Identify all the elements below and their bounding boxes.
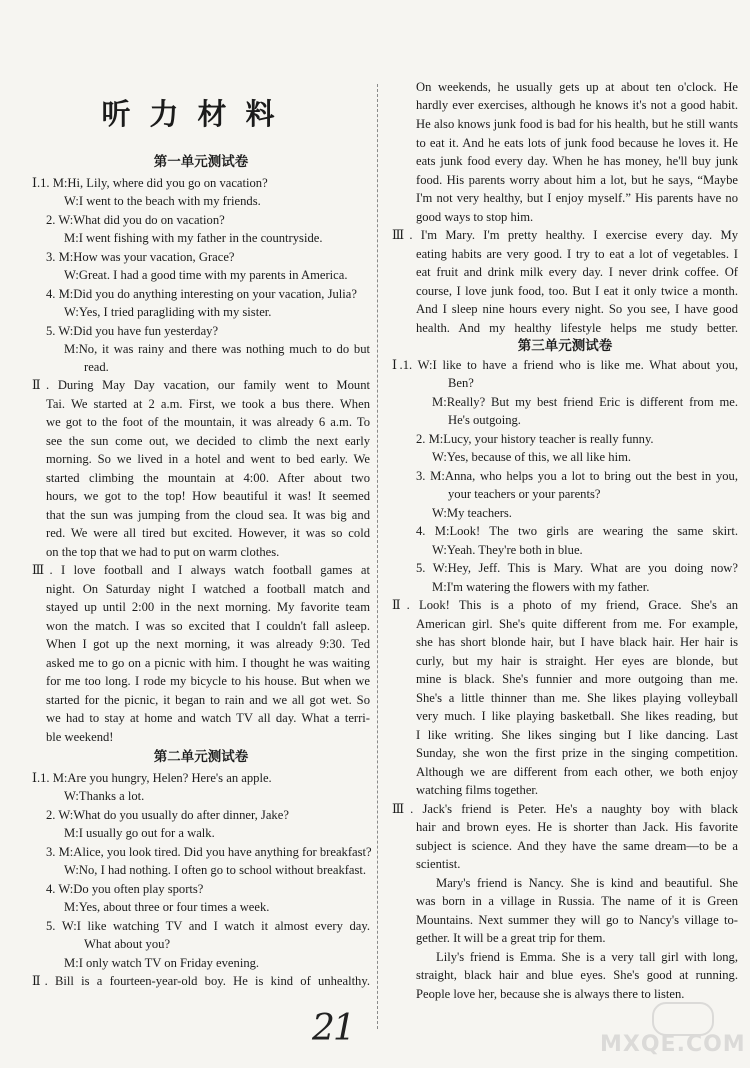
right-text-line: He's outgoing.: [448, 413, 521, 427]
right-text-line: I like writing. She likes singing but I like dancing. Last: [416, 728, 738, 742]
left-text-line: M:I usually go out for a walk.: [64, 826, 215, 840]
right-text-line: Mountains. Next summer they will go to Nancy's village to-: [416, 913, 738, 927]
left-text-line: 3. M:How was your vacation, Grace?: [46, 250, 235, 264]
right-text-line: 4. M:Look! The two girls are wearing the same skirt.: [416, 524, 738, 538]
left-text-line: for me too long. I rode my bicycle to his house. But when we: [46, 674, 370, 688]
right-text-line: She's a little thinner than me. She likes playing volleyball: [416, 691, 738, 705]
right-text-line: course, I love junk food, too. But I eat it only twice a month.: [416, 284, 738, 298]
left-text-line: we got to the foot of the mountain, it was already 6 a.m. To: [46, 415, 370, 429]
left-text-line: won the match. I was so excited that I couldn't fall asleep.: [46, 619, 370, 633]
right-text-line: mine is black. She's funnier and more outgoing than me.: [416, 672, 738, 686]
left-text-line: on the top that we had to put on warm clothes.: [46, 545, 280, 559]
left-text-line: read.: [84, 360, 109, 374]
right-text-line: she has short blonde hair, but I have black hair. Her hair is: [416, 635, 738, 649]
right-text-line: curly, but my hair is straight. Her eyes are blonde, but: [416, 654, 738, 668]
right-text-line: American girl. She's quite different from me. For example,: [416, 617, 738, 631]
left-text-line: we had to stay at home and watch TV all day. What a terri-: [46, 711, 370, 725]
section-heading-unit1: 第一单元测试卷: [153, 154, 249, 170]
left-text-line: W:Thanks a lot.: [64, 789, 145, 803]
right-text-line: hair and brown eyes. He is shorter than Jack. His favorite: [416, 820, 738, 834]
right-text-line: was born in a village in Russia. The name of it is Green: [416, 894, 738, 908]
left-text-line: W:Great. I had a good time with my parents in America.: [64, 268, 348, 282]
right-text-line: 5. W:Hey, Jeff. This is Mary. What are you doing now?: [416, 561, 738, 575]
right-text-line: And I sleep nine hours every night. So you see, I have good: [416, 302, 738, 316]
left-text-line: stayed up until 2:00 in the next morning. My favorite team: [46, 600, 370, 614]
right-text-line: Although we are different from each other, we both enjoy: [416, 765, 738, 779]
right-text-line: M:Really? But my best friend Eric is different from me.: [432, 395, 738, 409]
right-text-line: to eat it. And he eats lots of junk food because he loves it. He: [416, 136, 738, 150]
right-text-line: 3. M:Anna, who helps you a lot to bring out the best in you,: [416, 469, 738, 483]
handwritten-page-number: 21: [312, 1008, 354, 1049]
right-text-line: W:Yes, because of this, we all like him.: [432, 450, 632, 464]
left-text-line: hours, we got to the top! How beautiful it was! It seemed: [46, 489, 370, 503]
column-divider: [377, 84, 378, 1029]
right-text-line: watching films together.: [416, 783, 539, 797]
right-text-line: I'm not very healthy, but I enjoy myself.” His parents have no: [416, 191, 738, 205]
right-text-line: food. His parents worry about him a lot, but he says, “Maybe: [416, 173, 738, 187]
right-text-line: good ways to stop him.: [416, 210, 534, 224]
right-text-line: very much. I like playing basketball. She likes reading, but: [416, 709, 738, 723]
right-text-line: eats junk food every day. When he has money, he'll buy junk: [416, 154, 738, 168]
left-text-line: 2. W:What do you usually do after dinner, Jake?: [46, 808, 289, 822]
right-text-line: Sunday, she won the first prize in the singing competition.: [416, 746, 738, 760]
left-text-line: 3. M:Alice, you look tired. Did you have anything for breakfast?: [46, 845, 372, 859]
left-text-line: M:No, it was rainy and there was nothing much to do but: [64, 342, 370, 356]
left-text-line: morning. So we lived in a hotel and went to bed early. We: [46, 452, 370, 466]
right-text-line: W:My teachers.: [432, 506, 512, 520]
left-text-line: 4. M:Did you do anything interesting on your vacation, Julia?: [46, 287, 357, 301]
right-text-line: health. And my healthy lifestyle helps me study better.: [416, 321, 738, 335]
right-text-line: Ⅱ. Look! This is a photo of my friend, Grace. She's an: [392, 598, 738, 612]
left-text-line: started for the picnic, it began to rain and we all got wet. So: [46, 693, 370, 707]
right-text-line: subject is science. And they have the same dream—to be a: [416, 839, 738, 853]
section-heading-unit2: 第二单元测试卷: [153, 749, 249, 765]
left-text-line: M:I only watch TV on Friday evening.: [64, 956, 260, 970]
left-text-line: ble weekend!: [46, 730, 114, 744]
left-text-line: Ⅱ. Bill is a fourteen-year-old boy. He is kind of unhealthy.: [32, 974, 370, 988]
left-text-line: asked me to go on a picnic with him. I thought he was waiting: [46, 656, 370, 670]
left-text-line: 4. W:Do you often play sports?: [46, 882, 204, 896]
left-text-line: Ⅰ.1. M:Are you hungry, Helen? Here's an apple.: [32, 771, 272, 785]
right-text-line: eating habits are very good. I try to eat a lot of vegetables. I: [416, 247, 738, 261]
left-text-line: 5. W:Did you have fun yesterday?: [46, 324, 219, 338]
watermark-logo: [592, 1002, 746, 1060]
left-text-line: Ⅰ.1. M:Hi, Lily, where did you go on vacation?: [32, 176, 268, 190]
section-heading-unit3: 第三单元测试卷: [517, 338, 613, 354]
right-text-line: Ben?: [448, 376, 474, 390]
right-text-line: On weekends, he usually gets up at about ten o'clock. He: [416, 80, 738, 94]
left-text-line: 5. W:I like watching TV and I watch it almost every day.: [46, 919, 370, 933]
right-text-line: gether. It will be a great trip for them.: [416, 931, 606, 945]
left-text-line: W:Yes, I tried paragliding with my sister.: [64, 305, 272, 319]
watermark-text: MXQE.COM: [600, 1032, 746, 1057]
left-text-line: red. We were all tired but excited. However, it was so cold: [46, 526, 370, 540]
left-text-line: night. On Saturday night I watched a football match and: [46, 582, 370, 596]
right-text-line: People love her, because she is always there to listen.: [416, 987, 685, 1001]
right-text-line: 2. M:Lucy, your history teacher is really funny.: [416, 432, 654, 446]
left-text-line: M:Yes, about three or four times a week.: [64, 900, 270, 914]
watermark-icon: [652, 1002, 714, 1036]
right-text-line: Ⅰ.1. W:I like to have a friend who is like me. What about you,: [392, 358, 738, 372]
right-text-line: M:I'm watering the flowers with my father.: [432, 580, 650, 594]
right-text-line: scientist.: [416, 857, 461, 871]
right-text-line: Ⅲ. I'm Mary. I'm pretty healthy. I exercise every day. My: [392, 228, 738, 242]
page-title: 听力材料: [101, 97, 294, 131]
left-text-line: What about you?: [84, 937, 171, 951]
right-text-line: Mary's friend is Nancy. She is kind and beautiful. She: [436, 876, 738, 890]
right-text-line: your teachers or your parents?: [448, 487, 601, 501]
left-text-line: started climbing the mountain at 4:00. After about two: [46, 471, 370, 485]
right-text-line: W:Yeah. They're both in blue.: [432, 543, 583, 557]
right-text-line: Ⅲ. Jack's friend is Peter. He's a naughty boy with black: [392, 802, 738, 816]
left-text-line: that the sun was jumping from the cloud sea. It was big and: [46, 508, 370, 522]
left-text-line: Tai. We started at 2 a.m. First, we took a bus there. When: [46, 397, 370, 411]
left-text-line: W:No, I had nothing. I often go to school without breakfast.: [64, 863, 367, 877]
left-text-line: W:I went to the beach with my friends.: [64, 194, 261, 208]
right-text-line: Lily's friend is Emma. She is a very tall girl with long,: [436, 950, 738, 964]
right-text-line: straight, black hair and blue eyes. She's good at running.: [416, 968, 738, 982]
right-text-line: hardly ever exercises, although he knows it's not a good habit.: [416, 98, 738, 112]
right-text-line: He also knows junk food is bad for his health, but he still wants: [416, 117, 738, 131]
right-text-line: eat fruit and drink milk every day. I never drink coffee. Of: [416, 265, 738, 279]
left-text-line: When I got up the next morning, it was already 9:30. Ted: [46, 637, 370, 651]
left-text-line: Ⅱ. During May Day vacation, our family went to Mount: [32, 378, 370, 392]
left-text-line: Ⅲ. I love football and I always watch football games at: [32, 563, 370, 577]
left-text-line: M:I went fishing with my father in the countryside.: [64, 231, 323, 245]
left-text-line: 2. W:What did you do on vacation?: [46, 213, 225, 227]
left-text-line: see the sun come out, we decided to climb the next early: [46, 434, 370, 448]
